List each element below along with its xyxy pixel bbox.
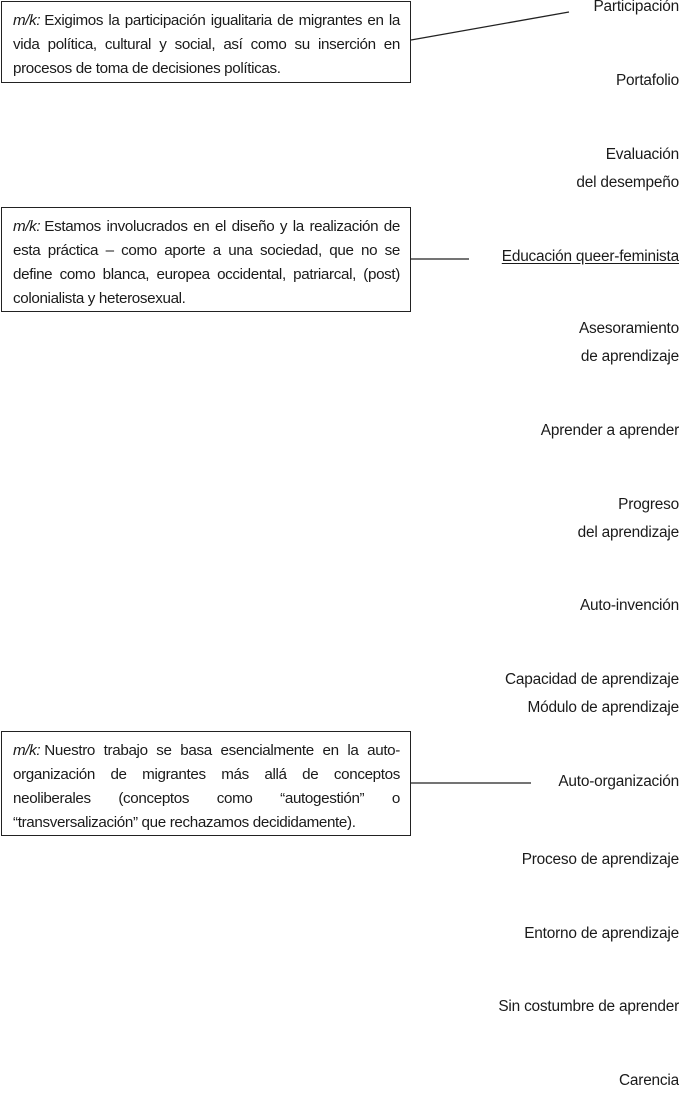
- term-label-line-1: Progreso: [618, 496, 679, 513]
- term-label: Portafolio: [615, 72, 679, 89]
- term-progreso: [578, 491, 679, 547]
- term-label-capacidad: Capacidad de aprendizaje: [504, 671, 679, 688]
- term-label-line-2: del aprendizaje: [577, 524, 679, 541]
- term-label: Entorno de aprendizaje: [524, 925, 679, 942]
- term-asesoramiento: [579, 315, 679, 371]
- note-text: Exigimos la participación igualitaria de migrantes en la vida política, cultural y social, así como su inserción en procesos de toma de decisiones políticas.: [13, 12, 400, 77]
- note-tag: m/k:: [13, 218, 41, 235]
- term-label: Sin costumbre de aprender: [498, 998, 679, 1015]
- note-text: Nuestro trabajo se basa esencialmente en la auto-organización de migrantes más allá de conceptos neoliberales (conceptos como “autogestión” o “transversalización” que rechazamos decididamente).: [13, 742, 400, 831]
- note-tag: m/k:: [13, 12, 41, 29]
- term-label: Carencia: [619, 1072, 679, 1089]
- note-box-participation: [1, 1, 411, 83]
- term-label: Auto-invención: [579, 597, 679, 614]
- term-entorno: [524, 920, 679, 948]
- term-proceso: [522, 846, 679, 874]
- note-tag: m/k:: [13, 742, 41, 759]
- term-evaluacion: [576, 141, 679, 197]
- term-aprender-a-aprender: [541, 417, 679, 445]
- term-auto-invencion: [580, 592, 679, 620]
- term-label-line-1: Asesoramiento: [578, 320, 679, 337]
- note-text: Estamos involucrados en el diseño y la realización de esta práctica – como aporte a una sociedad, que no se define como blanca, europea occidental, patriarcal, (post) colonialista y heterosexual.: [13, 218, 400, 307]
- term-participacion: [593, 0, 679, 21]
- note-box-queer-feminist: [1, 207, 411, 312]
- term-sin-costumbre: [498, 993, 679, 1021]
- term-label: Auto-organización: [558, 773, 679, 790]
- term-auto-organizacion: [558, 768, 679, 796]
- term-label: Participación: [593, 0, 679, 15]
- term-educacion-queer-feminista: [502, 243, 679, 271]
- term-label: Aprender a aprender: [540, 422, 679, 439]
- connector-line-participacion: [411, 12, 569, 40]
- term-label: Educación queer-feminista: [501, 248, 679, 265]
- term-label-line-2: de aprendizaje: [580, 348, 679, 365]
- term-label-modulo: Módulo de aprendizaje: [527, 699, 679, 716]
- term-carencia: [619, 1067, 679, 1095]
- term-capacidad-modulo: [505, 666, 679, 722]
- note-box-self-organization: [1, 731, 411, 836]
- term-label-line-1: Evaluación: [605, 146, 679, 163]
- term-label-line-2: del desempeño: [576, 174, 679, 191]
- term-portafolio: [616, 67, 679, 95]
- term-label: Proceso de aprendizaje: [521, 851, 679, 868]
